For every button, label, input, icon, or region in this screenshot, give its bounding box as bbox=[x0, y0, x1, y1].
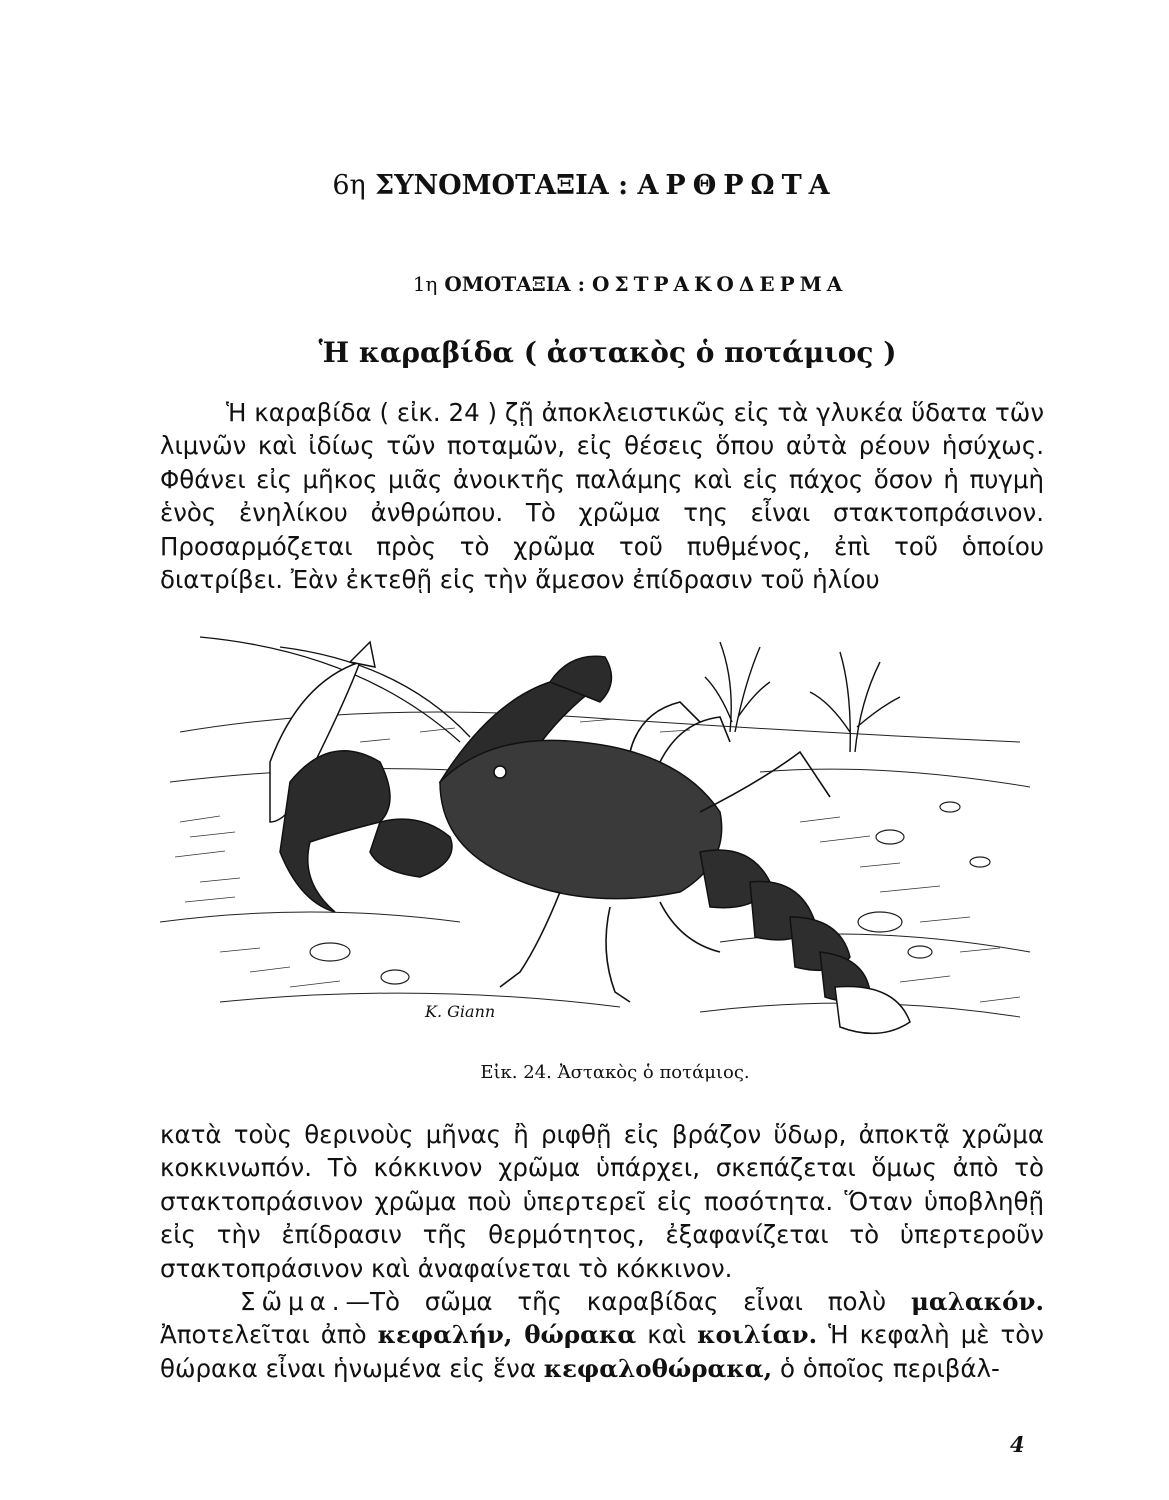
artist-signature: K. Giann bbox=[425, 1002, 496, 1021]
class-label: ΟΜΟΤΑΞΙΑ : bbox=[444, 272, 586, 296]
class-number: 1η bbox=[412, 272, 438, 296]
paragraph-habitat: Ἡ καραβίδα ( εἰκ. 24 ) ζῇ ἀποκλειστικῶς εἰς τὰ γλυκέα ὕδατα τῶν λιμνῶν καὶ ἰδίως τῶν ποταμῶν, εἰς θέσεις ὅπου αὐτὰ ρέουν ἡσύχως. Φθάνει εἰς μῆκος μιᾶς ἀνοικτῆς παλάμης καὶ εἰς πάχος ὅσον ἡ πυγμὴ ἑνὸς ἐνηλίκου ἀνθρώπου. Τὸ χρῶμα της εἶναι στακτοπράσινον. Προσαρμόζεται πρὸς τὸ χρῶμα τοῦ πυθμένος, ἐπὶ τοῦ ὁποίου διατρίβει. Ἐὰν ἐκτεθῇ εἰς τὴν ἄμεσον ἐπίδρασιν τοῦ ἡλίου bbox=[160, 398, 1044, 595]
page-number: 4 bbox=[1010, 1432, 1025, 1457]
crayfish-illustration bbox=[160, 622, 1045, 1050]
figure-caption: Εἰκ. 24. Ἀστακὸς ὁ ποτάμιος. bbox=[480, 1062, 750, 1083]
body-text-5: ὁ ὁποῖος περιβάλ- bbox=[772, 1353, 1000, 1383]
cephalothorax bbox=[440, 740, 722, 898]
left-claw bbox=[280, 751, 452, 912]
phylum-label: ΣΥΝΟΜΟΤΑΞΙΑ : bbox=[375, 170, 629, 201]
body-bold-soft: μαλακόν. bbox=[910, 1287, 1044, 1316]
section-title: Ἡ καραβίδα ( ἀστακὸς ὁ ποτάμιος ) bbox=[318, 336, 897, 369]
body-text-1: —Τὸ σῶμα τῆς καραβίδας εἶναι πολὺ bbox=[345, 1287, 911, 1316]
body-bold-cephalothorax: κεφαλοθώρακα, bbox=[543, 1353, 773, 1383]
phylum-name: ΑΡΘΡΩΤΑ bbox=[637, 170, 837, 201]
water-plants bbox=[705, 642, 900, 752]
phylum-number: 6η bbox=[332, 170, 366, 201]
body-text-2: Ἀποτελεῖται ἀπὸ bbox=[160, 1320, 378, 1350]
class-heading bbox=[0, 272, 1169, 296]
body-text-3: καὶ bbox=[636, 1320, 698, 1350]
paragraph-color-change: κατὰ τοὺς θερινοὺς μῆνας ἢ ριφθῇ εἰς βράζον ὕδωρ, ἀποκτᾷ χρῶμα κοκκινωπόν. Τὸ κόκκινον χρῶμα ὑπάρχει, σκεπάζεται ὅμως ἀπὸ τὸ στακτοπράσινον χρῶμα ποὺ ὑπερτερεῖ εἰς ποσότητα. Ὅταν ὑποβληθῇ εἰς τὴν ἐπίδρασιν τῆς θερμότητος, ἐξαφανίζεται τὸ ὑπερτεροῦν στακτοπράσινον καὶ ἀναφαίνεται τὸ κόκκινον. bbox=[160, 1120, 1044, 1283]
body-text-4: Ἡ κεφαλὴ μὲ τὸν θώρακα εἶναι ἡνωμένα εἰς ἕνα bbox=[160, 1320, 1044, 1383]
body-bold-head-thorax: κεφαλήν, θώρακα bbox=[377, 1320, 637, 1350]
paragraph-body bbox=[160, 1285, 1044, 1385]
class-name: ΟΣΤΡΑΚΟΔΕΡΜΑ bbox=[592, 272, 848, 296]
abdomen bbox=[700, 850, 910, 1033]
body-bold-abdomen: κοιλίαν. bbox=[697, 1320, 818, 1350]
phylum-heading bbox=[0, 170, 1169, 201]
body-lead-word: Σῶμα. bbox=[240, 1287, 346, 1316]
